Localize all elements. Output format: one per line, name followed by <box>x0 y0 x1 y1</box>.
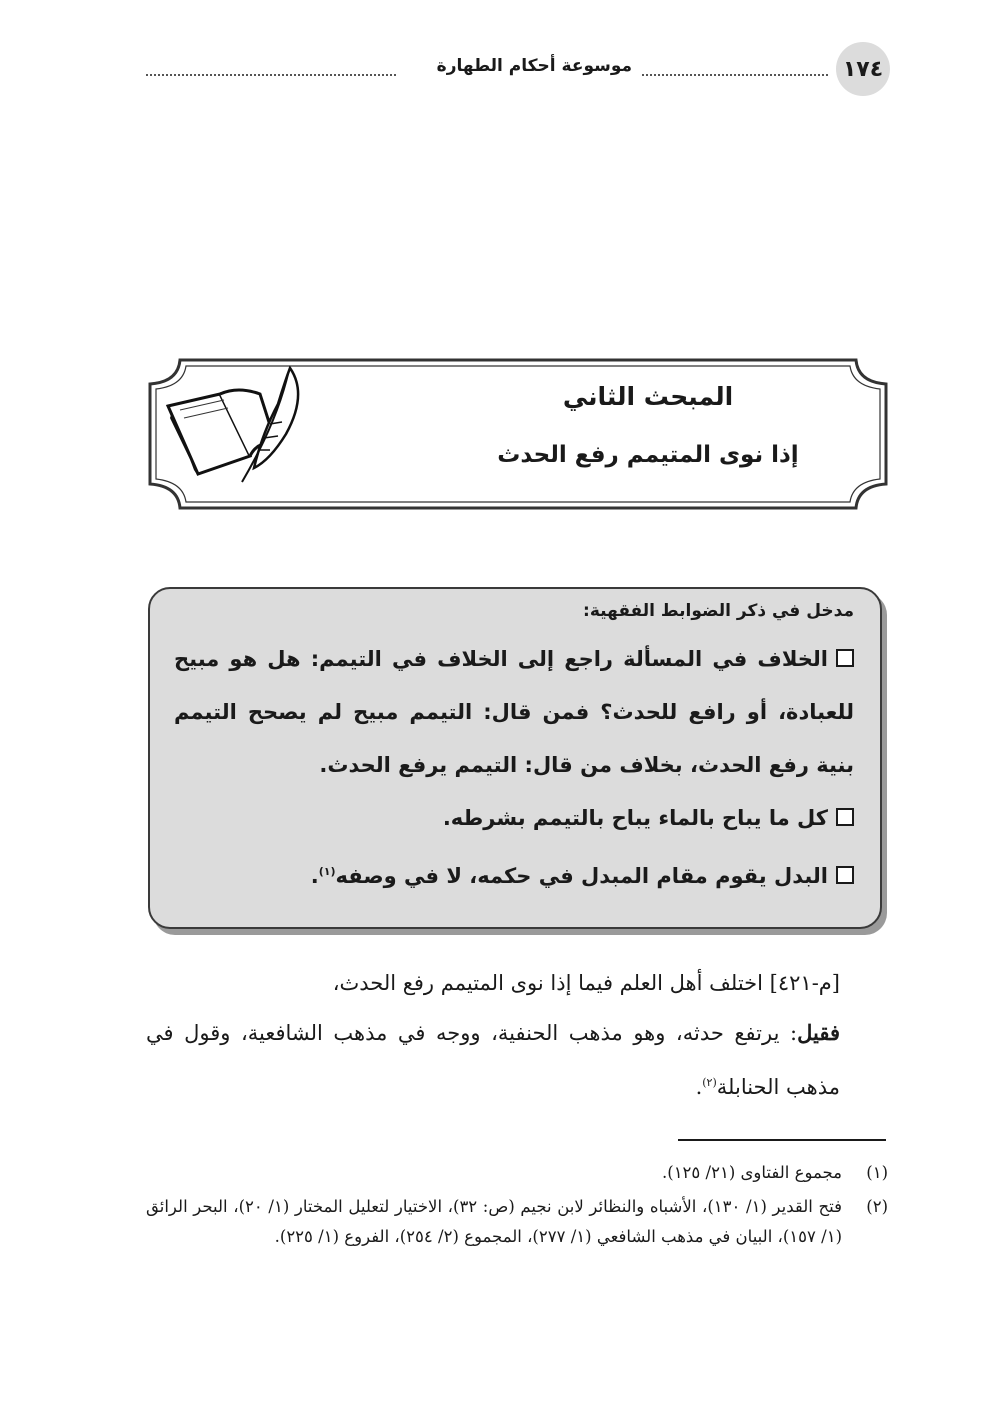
rule-end: . <box>310 864 319 888</box>
paragraph-lead: فقيل <box>797 1020 840 1045</box>
footnote-text: مجموع الفتاوى (٢١/ ١٢٥). <box>662 1163 842 1182</box>
header-dots-right <box>642 74 828 76</box>
section-subtitle: إذا نوى المتيمم رفع الحدث <box>497 442 799 468</box>
rule-text: الخلاف في المسألة راجع إلى الخلاف في التيمم: هل هو مبيح للعبادة، أو رافع للحدث؟ فمن قال: التيمم مبيح لم يصحح التيمم بنية رفع الحدث، بخلاف من قال: التيمم يرفع الحدث. <box>174 647 854 777</box>
section-title: المبحث الثاني <box>562 382 734 411</box>
rules-box <box>148 587 882 929</box>
section-title-frame <box>146 356 890 512</box>
body-text <box>146 958 886 1112</box>
page-number: ١٧٤ <box>836 42 890 96</box>
rule-text: كل ما يباح بالماء يباح بالتيمم بشرطه. <box>442 806 828 830</box>
footnote-number: (٢) <box>866 1197 888 1216</box>
footnote-text: فتح القدير (١/ ١٣٠)، الأشباه والنظائر لابن نجيم (ص: ٣٢)، الاختيار لتعليل المختار (١/ ٢٠)، البحر الرائق (١/ ١٥٧)، البيان في مذهب الشافعي (١/ ٢٧٧)، المجموع (٢/ ٢٥٤)، الفروع (١/ ٢٢٥). <box>146 1197 842 1246</box>
checkbox-icon <box>836 866 854 884</box>
footnote <box>146 1158 888 1188</box>
footnote <box>146 1192 888 1252</box>
header-dots-left <box>146 74 396 76</box>
rule-item <box>174 845 854 903</box>
footnote-ref[interactable]: (٢) <box>702 1076 717 1089</box>
checkbox-icon <box>836 808 854 826</box>
paragraph-text: : يرتفع حدثه، وهو مذهب الحنفية، ووجه في مذهب الشافعية، وقول في مذهب الحنابلة <box>146 1021 840 1099</box>
rule-item <box>174 792 854 845</box>
paragraph <box>146 1008 886 1112</box>
paragraph: [م-٤٢١] اختلف أهل العلم فيما إذا نوى المتيمم رفع الحدث، <box>332 971 840 995</box>
book-title: موسوعة أحكام الطهارة <box>429 56 640 76</box>
footnote-ref[interactable]: (١) <box>318 865 336 878</box>
book-quill-icon <box>158 364 308 490</box>
rule-item <box>174 633 854 792</box>
checkbox-icon <box>836 649 854 667</box>
footnote-number: (١) <box>866 1163 888 1182</box>
paragraph-end: . <box>695 1075 703 1099</box>
footnote-separator <box>678 1139 886 1141</box>
rule-text: البدل يقوم مقام المبدل في حكمه، لا في وصفه <box>335 864 828 888</box>
running-header <box>146 42 890 98</box>
rules-heading: مدخل في ذكر الضوابط الفقهية: <box>583 601 854 621</box>
footnotes <box>146 1158 888 1256</box>
